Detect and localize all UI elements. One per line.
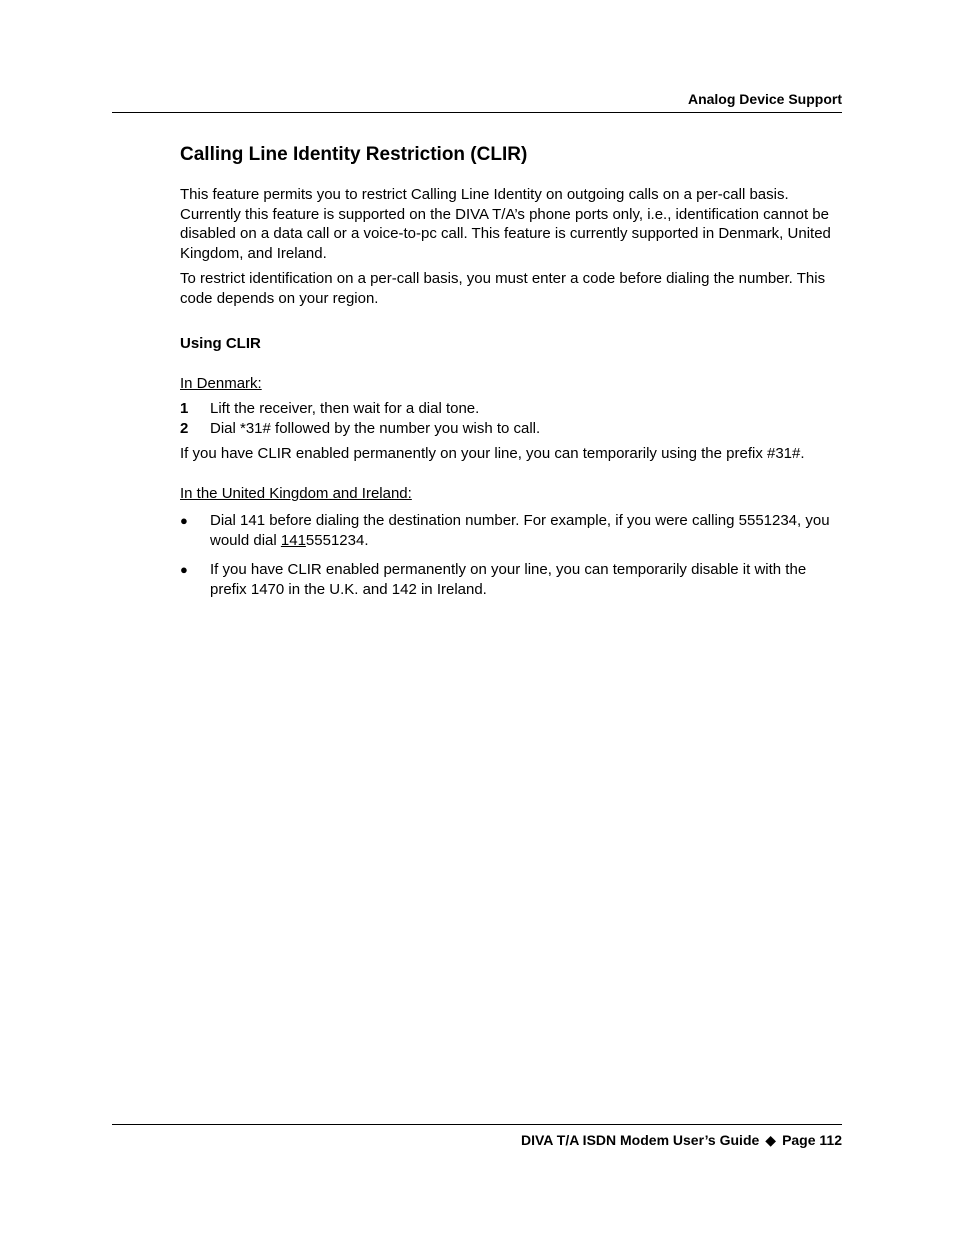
denmark-heading: In Denmark: xyxy=(180,374,262,392)
underlined-prefix: 141 xyxy=(280,531,306,549)
step-number: 2 xyxy=(180,419,189,437)
denmark-note: If you have CLIR enabled permanently on your line, you can temporarily using the prefix #31#. xyxy=(180,445,805,462)
bullet-icon: ● xyxy=(180,562,188,577)
page-number: Page 112 xyxy=(782,1132,842,1148)
page-content xyxy=(180,142,842,609)
intro-paragraph-2: To restrict identification on a per-call basis, you must enter a code before dialing the number. This code depends on your region. xyxy=(180,270,826,307)
intro-paragraph-1: This feature permits you to restrict Calling Line Identity on outgoing calls on a per-call basis. Currently this feature is supported on the DIVA T/A’s phone ports only, i.e., identification cannot be disabled on a data call or a voice-to-pc call. This feature is currently supported in Denmark, United Kingdom, and Ireland. xyxy=(180,186,831,262)
using-clir-heading: Using CLIR xyxy=(180,335,261,352)
bullet-text: Dial 141 before dialing the destination number. For example, if you were calling 5551234, you would dial 1415551234. xyxy=(210,512,830,549)
diamond-icon: ◆ xyxy=(765,1132,777,1148)
uk-heading: In the United Kingdom and Ireland: xyxy=(180,484,412,502)
header-rule xyxy=(112,112,842,113)
bullet-text: If you have CLIR enabled permanently on your line, you can temporarily disable it with the prefix 1470 in the U.K. and 142 in Ireland. xyxy=(210,561,807,598)
bullet-item-1 xyxy=(180,511,842,550)
step-text: Lift the receiver, then wait for a dial tone. xyxy=(210,400,480,417)
step-2 xyxy=(180,419,842,439)
bullet-item-2 xyxy=(180,560,842,599)
running-footer xyxy=(521,1132,842,1149)
running-header: Analog Device Support xyxy=(687,91,842,107)
step-1 xyxy=(180,399,842,419)
step-number: 1 xyxy=(180,400,189,417)
bullet-icon: ● xyxy=(180,513,188,528)
guide-title: DIVA T/A ISDN Modem User’s Guide xyxy=(520,1132,760,1148)
step-text: Dial *31# followed by the number you wish to call. xyxy=(210,419,541,437)
page-title: Calling Line Identity Restriction (CLIR) xyxy=(180,144,528,165)
footer-rule xyxy=(112,1124,842,1125)
